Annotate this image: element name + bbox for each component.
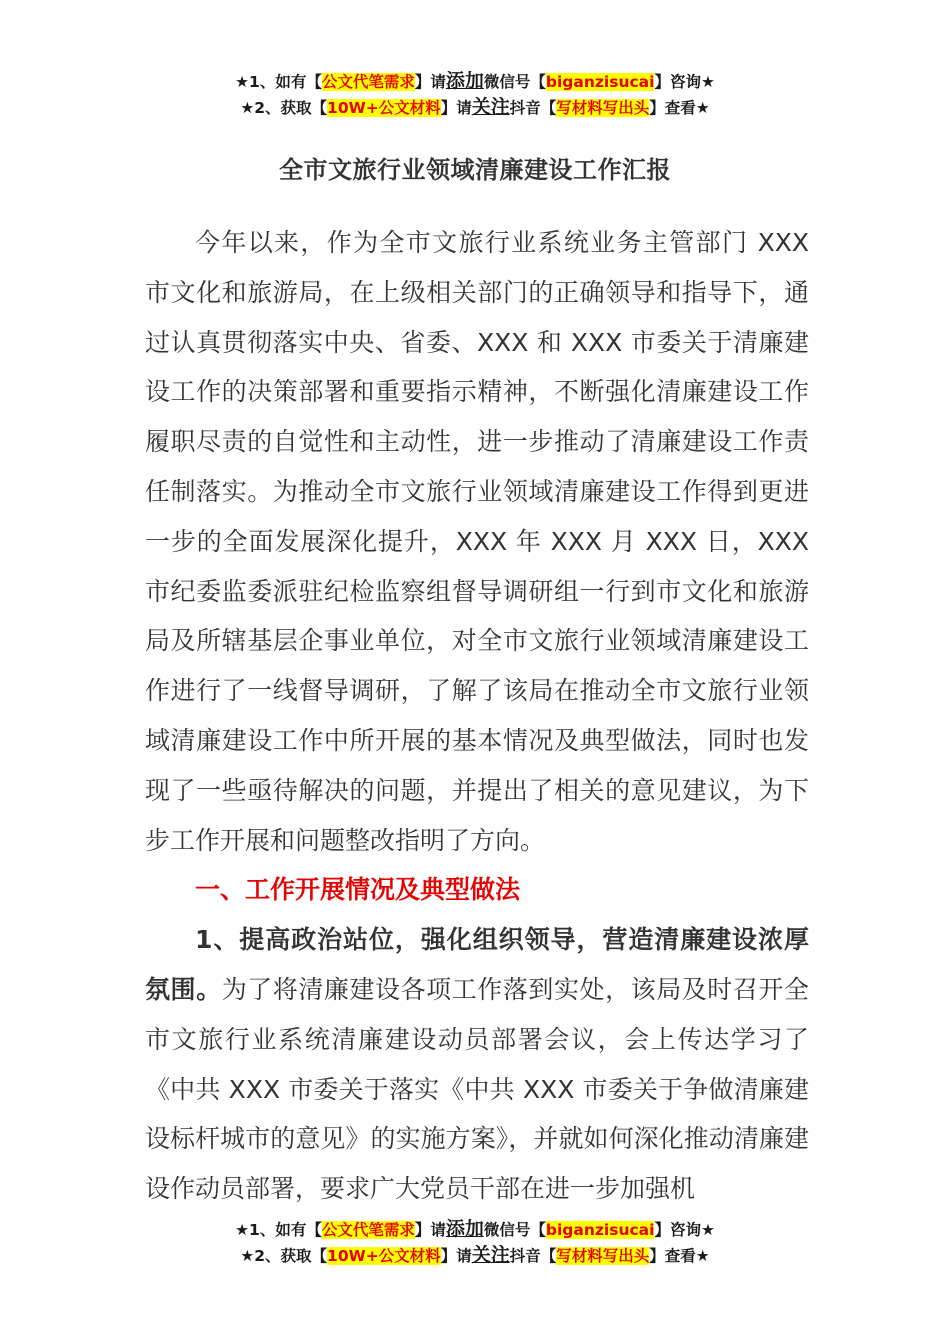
banner-highlight: 写材料写出头 bbox=[556, 99, 650, 117]
item-heading: 1、提高政治站位，强化组织领导，营造清廉建设浓厚氛围。 bbox=[145, 925, 809, 1004]
banner-text: 微信号【 bbox=[483, 1221, 546, 1239]
banner-underlined: 关注 bbox=[471, 96, 510, 118]
banner-underlined: 关注 bbox=[471, 1244, 510, 1266]
banner-highlight: biganzisucai bbox=[545, 1221, 655, 1239]
banner-text: 】查看★ bbox=[649, 99, 710, 117]
banner-line-2 bbox=[0, 95, 950, 121]
banner-text: 】请 bbox=[414, 73, 446, 91]
banner-text: 】咨询★ bbox=[654, 1221, 715, 1239]
banner-text: ★2、获取【 bbox=[240, 1247, 328, 1265]
banner-text: 抖音【 bbox=[509, 1247, 557, 1265]
bottom-banner bbox=[0, 1217, 950, 1269]
banner-text: ★1、如有【 bbox=[235, 73, 322, 91]
banner-underlined: 添加 bbox=[445, 1218, 484, 1240]
intro-paragraph: 今年以来，作为全市文旅行业系统业务主管部门 XXX 市文化和旅游局，在上级相关部门的正确领导和指导下，通过认真贯彻落实中央、省委、XXX 和 XXX 市委关于清廉建设工作的决策部署和重要指示精神，不断强化清廉建设工作履职尽责的自觉性和主动性，进一步推动了清廉建设工作责任制落实。为推动全市文旅行业领域清廉建设工作得到更进一步的全面发展深化提升，XXX 年 XXX 月 XXX 日，XXX 市纪委监委派驻纪检监察组督导调研组一行到市文化和旅游局及所辖基层企事业单位，对全市文旅行业领域清廉建设工作进行了一线督导调研，了解了该局在推动全市文旅行业领域清廉建设工作中所开展的基本情况及典型做法，同时也发现了一些亟待解决的问题，并提出了相关的意见建议，为下步工作开展和问题整改指明了方向。 bbox=[145, 228, 809, 855]
banner-line-2 bbox=[0, 1243, 950, 1269]
banner-underlined: 添加 bbox=[445, 70, 484, 92]
banner-highlight: 写材料写出头 bbox=[556, 1247, 650, 1265]
banner-text: 】请 bbox=[440, 1247, 472, 1265]
banner-text: 】请 bbox=[440, 99, 472, 117]
banner-text: 抖音【 bbox=[509, 99, 557, 117]
item-text: 为了将清廉建设各项工作落到实处，该局及时召开全市文旅行业系统清廉建设动员部署会议，会上传达学习了《中共 XXX 市委关于落实《中共 XXX 市委关于争做清廉建设标杆城市的意见》的实施方案》，并就如何深化推动清廉建设作动员部署，要求广大党员干部在进一步加强机 bbox=[145, 974, 809, 1204]
banner-text: 微信号【 bbox=[483, 73, 546, 91]
document-title: 全市文旅行业领域清廉建设工作汇报 bbox=[279, 156, 671, 184]
banner-highlight: 10W+公文材料 bbox=[327, 99, 441, 117]
banner-highlight: 公文代笔需求 bbox=[321, 73, 415, 91]
banner-text: 】咨询★ bbox=[654, 73, 715, 91]
top-banner bbox=[0, 69, 950, 121]
item-paragraph bbox=[145, 915, 809, 1214]
banner-text: ★1、如有【 bbox=[235, 1221, 322, 1239]
section-heading: 一、工作开展情况及典型做法 bbox=[195, 875, 521, 905]
banner-line-1 bbox=[0, 69, 950, 95]
banner-line-1 bbox=[0, 1217, 950, 1243]
banner-text: 】查看★ bbox=[649, 1247, 710, 1265]
banner-text: ★2、获取【 bbox=[240, 99, 328, 117]
banner-highlight: 10W+公文材料 bbox=[327, 1247, 441, 1265]
banner-text: 】请 bbox=[414, 1221, 446, 1239]
banner-highlight: 公文代笔需求 bbox=[321, 1221, 415, 1239]
document-body bbox=[145, 218, 809, 1214]
banner-highlight: biganzisucai bbox=[545, 73, 655, 91]
